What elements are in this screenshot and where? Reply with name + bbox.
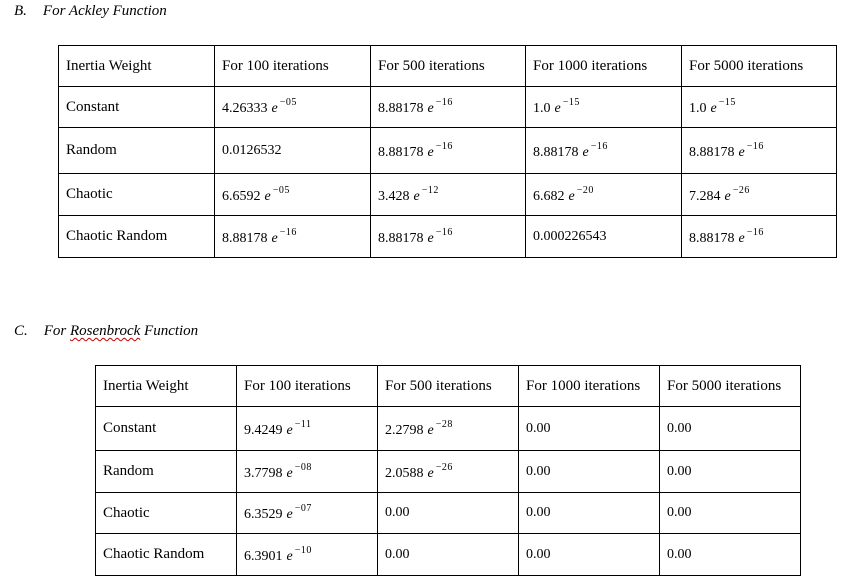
- exponent-base: e: [427, 422, 434, 438]
- column-header: For 100 iterations: [237, 366, 378, 407]
- table-row: [96, 451, 801, 493]
- value-mantissa: 2.0588: [385, 465, 424, 481]
- value-exponent: −16: [746, 140, 764, 152]
- table-row: [96, 407, 801, 451]
- column-header: Inertia Weight: [96, 366, 237, 407]
- value-mantissa: 2.2798: [385, 422, 424, 438]
- value-cell: [215, 174, 371, 216]
- row-label: Chaotic Random: [96, 534, 237, 576]
- header-row: [96, 366, 801, 407]
- value-mantissa: 7.284: [689, 188, 721, 204]
- value-cell: [526, 216, 682, 258]
- value-exponent: −16: [435, 140, 453, 152]
- value-cell: [526, 128, 682, 174]
- exponent-base: e: [724, 188, 731, 204]
- value-mantissa: 0.00: [667, 546, 692, 562]
- value-exponent: −08: [294, 461, 312, 473]
- exponent-base: e: [271, 230, 278, 246]
- value-mantissa: 0.000226543: [533, 228, 607, 244]
- table-row: [59, 87, 837, 128]
- value-cell: [237, 451, 378, 493]
- exponent-base: e: [286, 422, 293, 438]
- column-header: For 500 iterations: [371, 46, 526, 87]
- value-mantissa: 0.00: [667, 505, 692, 520]
- value-cell: [519, 493, 660, 534]
- value-cell: [215, 87, 371, 128]
- value-mantissa: 0.00: [526, 505, 551, 520]
- value-exponent: −20: [576, 184, 594, 196]
- value-cell: [526, 87, 682, 128]
- value-mantissa: 0.00: [667, 420, 692, 436]
- row-label: Chaotic: [59, 174, 215, 216]
- value-mantissa: 8.88178: [378, 230, 424, 246]
- column-header: For 1000 iterations: [526, 46, 682, 87]
- value-mantissa: 0.0126532: [222, 142, 282, 158]
- value-cell: [519, 534, 660, 576]
- section-c-letter: C.: [14, 323, 28, 339]
- value-cell: [215, 128, 371, 174]
- value-mantissa: 3.7798: [244, 465, 283, 481]
- value-mantissa: 8.88178: [689, 144, 735, 160]
- section-b-title-suffix: Function: [108, 3, 167, 19]
- table-row: [59, 174, 837, 216]
- section-c-title-suffix: Function: [140, 323, 199, 339]
- value-exponent: −16: [590, 140, 608, 152]
- exponent-base: e: [264, 188, 271, 204]
- table-row: [96, 493, 801, 534]
- value-exponent: −16: [279, 226, 297, 238]
- exponent-base: e: [568, 188, 575, 204]
- value-exponent: −15: [562, 97, 580, 108]
- row-label: Random: [59, 128, 215, 174]
- value-cell: [682, 128, 837, 174]
- section-b-letter: B.: [14, 3, 27, 19]
- value-exponent: −07: [294, 503, 312, 514]
- value-cell: [237, 534, 378, 576]
- value-mantissa: 6.3901: [244, 548, 283, 564]
- exponent-base: e: [738, 230, 745, 246]
- section-c-title-prefix: For: [43, 323, 71, 339]
- table-row: [59, 128, 837, 174]
- value-cell: [378, 407, 519, 451]
- value-exponent: −16: [435, 226, 453, 238]
- section-b-title-name: Ackley: [68, 3, 109, 19]
- value-cell: [519, 407, 660, 451]
- value-cell: [682, 216, 837, 258]
- value-mantissa: 6.6592: [222, 188, 261, 204]
- value-exponent: −11: [294, 418, 312, 430]
- value-cell: [682, 174, 837, 216]
- value-mantissa: 3.428: [378, 188, 410, 204]
- section-b-title-prefix: For: [42, 3, 69, 19]
- row-label: Chaotic Random: [59, 216, 215, 258]
- value-exponent: −05: [279, 97, 297, 108]
- table-row: [96, 534, 801, 576]
- value-mantissa: 0.00: [526, 463, 551, 479]
- exponent-base: e: [413, 188, 420, 204]
- column-header: For 1000 iterations: [519, 366, 660, 407]
- value-exponent: −26: [435, 461, 453, 473]
- column-header: Inertia Weight: [59, 46, 215, 87]
- value-cell: [371, 174, 526, 216]
- rosenbrock-results-table: [95, 365, 801, 576]
- value-mantissa: 0.00: [526, 546, 551, 562]
- value-cell: [371, 128, 526, 174]
- value-mantissa: 6.3529: [244, 507, 283, 522]
- value-cell: [215, 216, 371, 258]
- exponent-base: e: [286, 465, 293, 481]
- value-mantissa: 0.00: [526, 420, 551, 436]
- exponent-base: e: [710, 101, 717, 116]
- value-mantissa: 4.26333: [222, 101, 268, 116]
- value-cell: [237, 407, 378, 451]
- value-cell: [519, 451, 660, 493]
- value-exponent: −05: [272, 184, 290, 196]
- exponent-base: e: [286, 507, 293, 522]
- exponent-base: e: [271, 101, 278, 116]
- value-exponent: −16: [746, 226, 764, 238]
- value-cell: [660, 534, 801, 576]
- value-cell: [682, 87, 837, 128]
- exponent-base: e: [738, 144, 745, 160]
- value-mantissa: 8.88178: [222, 230, 268, 246]
- value-cell: [660, 493, 801, 534]
- table-row: [59, 216, 837, 258]
- value-mantissa: 6.682: [533, 188, 565, 204]
- exponent-base: e: [582, 144, 589, 160]
- value-mantissa: 0.00: [667, 463, 692, 479]
- value-cell: [378, 451, 519, 493]
- row-label: Random: [96, 451, 237, 493]
- value-mantissa: 8.88178: [533, 144, 579, 160]
- value-cell: [660, 451, 801, 493]
- value-cell: [371, 87, 526, 128]
- exponent-base: e: [427, 101, 434, 116]
- value-exponent: −15: [718, 97, 736, 108]
- exponent-base: e: [554, 101, 561, 116]
- value-mantissa: 0.00: [385, 546, 410, 562]
- value-cell: [237, 493, 378, 534]
- value-cell: [371, 216, 526, 258]
- value-cell: [526, 174, 682, 216]
- value-mantissa: 8.88178: [689, 230, 735, 246]
- value-cell: [660, 407, 801, 451]
- row-label: Chaotic: [96, 493, 237, 534]
- row-label: Constant: [96, 407, 237, 451]
- column-header: For 5000 iterations: [682, 46, 837, 87]
- value-exponent: −26: [732, 184, 750, 196]
- value-cell: [378, 493, 519, 534]
- value-mantissa: 9.4249: [244, 422, 283, 438]
- value-exponent: −12: [421, 184, 439, 196]
- value-exponent: −28: [435, 418, 453, 430]
- row-label: Constant: [59, 87, 215, 128]
- column-header: For 5000 iterations: [660, 366, 801, 407]
- exponent-base: e: [427, 230, 434, 246]
- value-cell: [378, 534, 519, 576]
- value-mantissa: 8.88178: [378, 144, 424, 160]
- section-c-title-name: Rosenbrock: [70, 323, 141, 339]
- section-b-title: [14, 3, 167, 20]
- value-mantissa: 8.88178: [378, 101, 424, 116]
- exponent-base: e: [427, 465, 434, 481]
- exponent-base: e: [286, 548, 293, 564]
- value-exponent: −10: [294, 544, 312, 556]
- column-header: For 100 iterations: [215, 46, 371, 87]
- section-c-title: [14, 323, 198, 340]
- value-mantissa: 1.0: [533, 101, 551, 116]
- exponent-base: e: [427, 144, 434, 160]
- value-mantissa: 1.0: [689, 101, 707, 116]
- value-exponent: −16: [435, 97, 453, 108]
- column-header: For 500 iterations: [378, 366, 519, 407]
- value-mantissa: 0.00: [385, 505, 410, 520]
- header-row: [59, 46, 837, 87]
- ackley-results-table: [58, 45, 837, 258]
